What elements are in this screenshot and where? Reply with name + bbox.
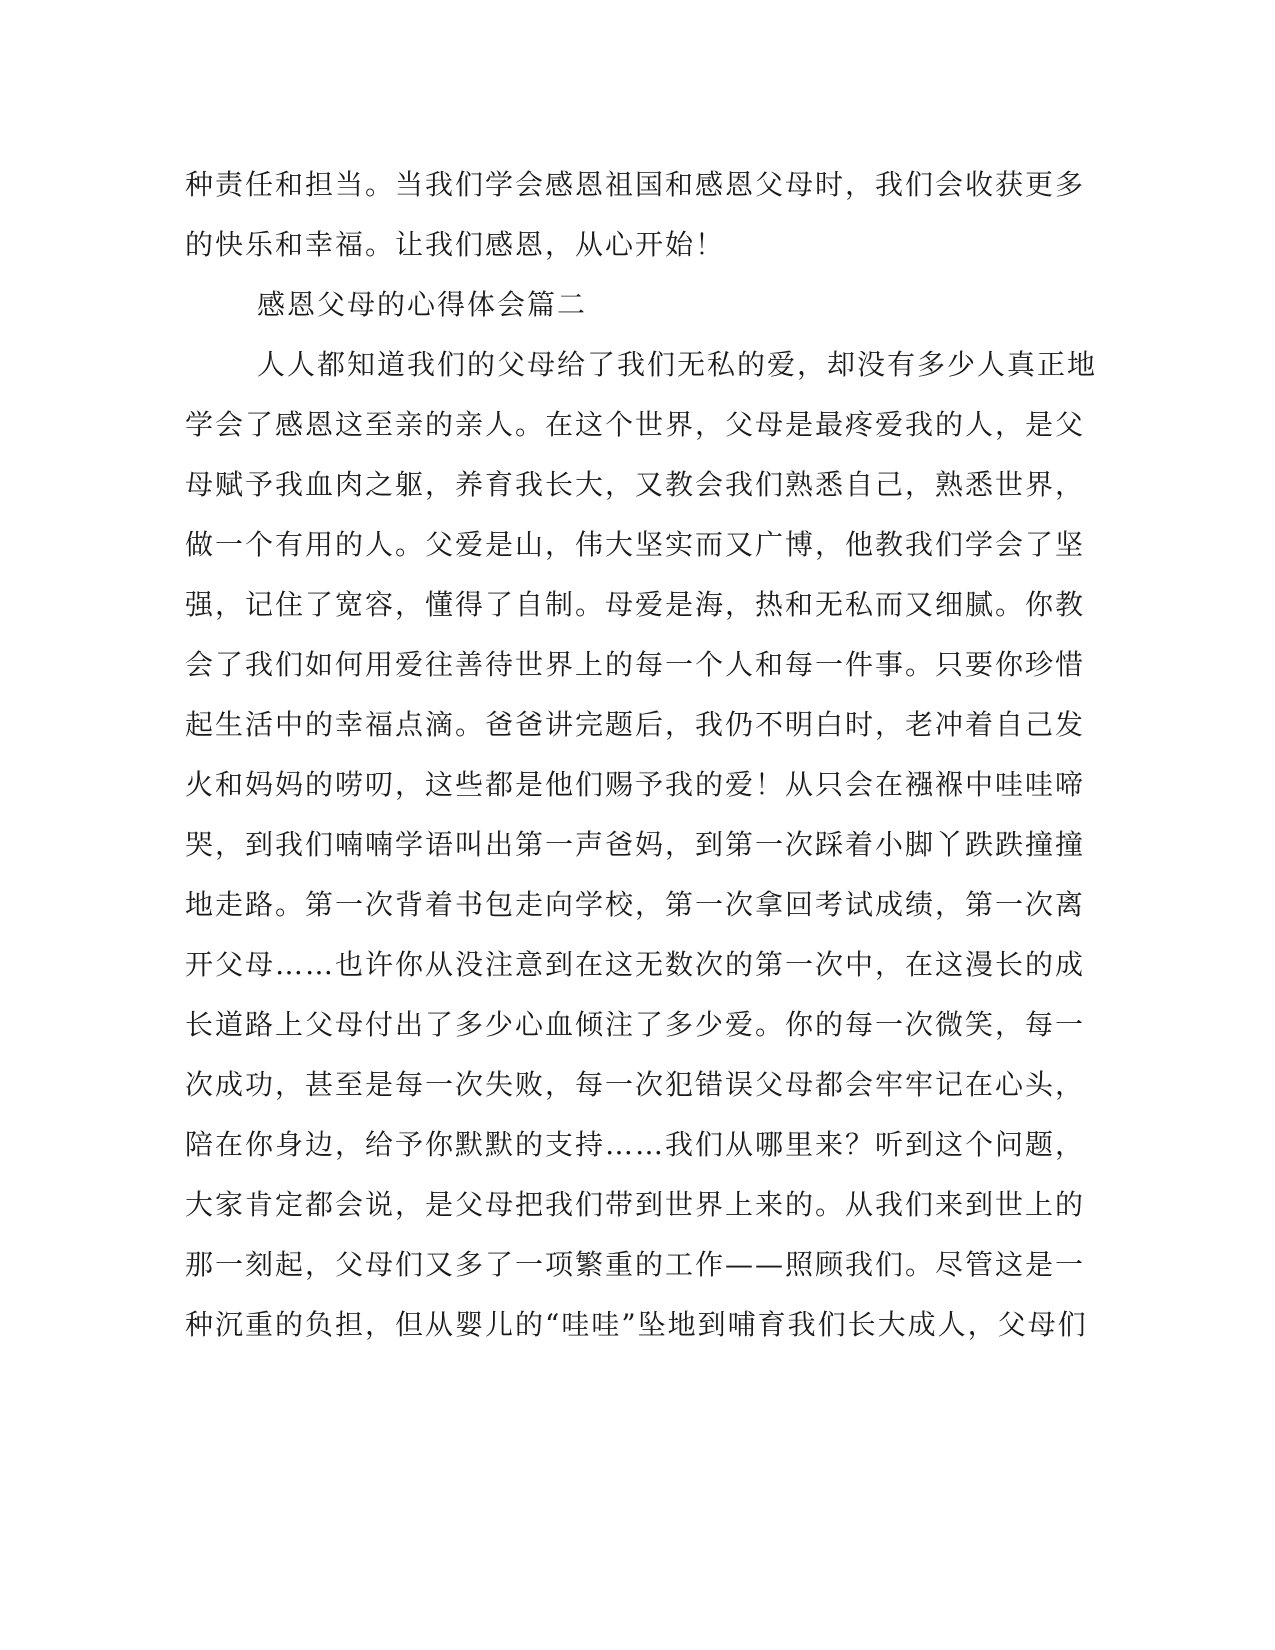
text-line: 母赋予我血肉之躯，养育我长大，又教会我们熟悉自己，熟悉世界， [185,468,1086,501]
text-line: 那一刻起，父母们又多了一项繁重的工作——照顾我们。尽管这是一 [185,1248,1086,1281]
text-line: 强，记住了宽容，懂得了自制。母爱是海，热和无私而又细腻。你教 [185,588,1086,621]
text-line: 长道路上父母付出了多少心血倾注了多少爱。你的每一次微笑，每一 [185,1008,1086,1041]
text-line: 哭，到我们喃喃学语叫出第一声爸妈，到第一次踩着小脚丫跌跌撞撞 [185,828,1086,861]
text-line: 次成功，甚至是每一次失败，每一次犯错误父母都会牢牢记在心头， [185,1068,1086,1101]
body-text [185,155,1098,1355]
text-line: 起生活中的幸福点滴。爸爸讲完题后，我仍不明白时，老冲着自己发 [185,708,1086,741]
text-line: 的快乐和幸福。让我们感恩，从心开始！ [185,228,726,261]
text-line: 地走路。第一次背着书包走向学校，第一次拿回考试成绩，第一次离 [185,888,1086,921]
section-heading: 感恩父母的心得体会篇二 [257,288,588,321]
text-line: 陪在你身边，给予你默默的支持……我们从哪里来？听到这个问题， [185,1128,1086,1161]
text-line: 做一个有用的人。父爱是山，伟大坚实而又广博，他教我们学会了坚 [185,528,1086,561]
text-line: 大家肯定都会说，是父母把我们带到世界上来的。从我们来到世上的 [185,1188,1086,1221]
text-line: 种责任和担当。当我们学会感恩祖国和感恩父母时，我们会收获更多 [185,168,1086,201]
text-line: 会了我们如何用爱往善待世界上的每一个人和每一件事。只要你珍惜 [185,648,1086,681]
paragraph-first-line: 人人都知道我们的父母给了我们无私的爱，却没有多少人真正地 [257,348,1098,381]
text-line: 学会了感恩这至亲的亲人。在这个世界，父母是最疼爱我的人，是父 [185,408,1086,441]
text-line: 开父母……也许你从没注意到在这无数次的第一次中，在这漫长的成 [185,948,1086,981]
text-line: 种沉重的负担，但从婴儿的“哇哇”坠地到哺育我们长大成人，父母们 [185,1308,1088,1341]
text-line: 火和妈妈的唠叨，这些都是他们赐予我的爱！从只会在襁褓中哇哇啼 [185,768,1086,801]
